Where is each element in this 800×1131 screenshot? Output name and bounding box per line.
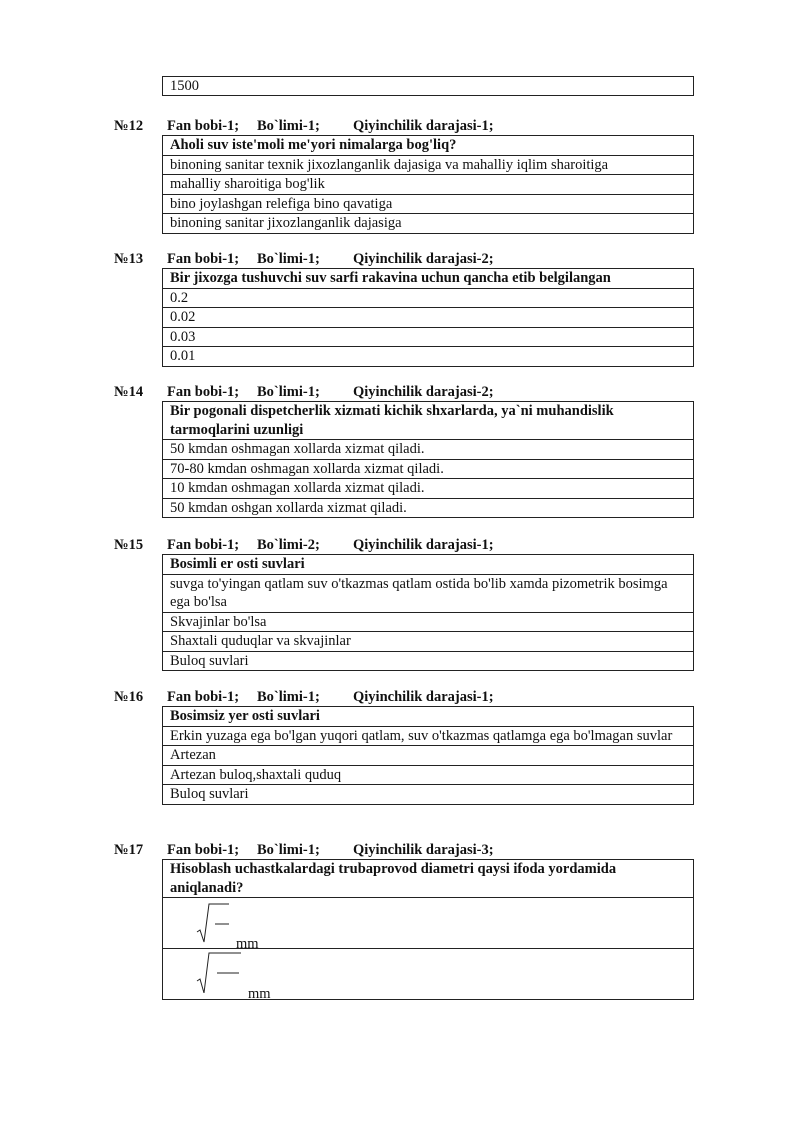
- option-text: 1500: [170, 78, 199, 94]
- question-table: [162, 135, 694, 234]
- question-table: [162, 268, 694, 367]
- question-text: Bosimsiz yer osti suvlari: [163, 707, 694, 727]
- answer-option: 0.01: [163, 347, 694, 367]
- question-number: №16: [114, 689, 144, 705]
- answer-option: 0.02: [163, 308, 694, 328]
- unit-label: mm: [248, 986, 271, 1002]
- question-number: №12: [114, 118, 144, 134]
- qiyinchilik-darajasi: Qiyinchilik darajasi-2;: [353, 251, 494, 267]
- question-16: [114, 688, 694, 805]
- answer-option: mahalliy sharoitiga bog'lik: [163, 175, 694, 195]
- bolimi: Bo`limi-2;: [257, 537, 320, 553]
- bolimi: Bo`limi-1;: [257, 842, 320, 858]
- answer-option: binoning sanitar texnik jixozlanganlik dajasiga va mahalliy iqlim sharoitiga: [163, 155, 694, 175]
- question-12: [114, 117, 694, 234]
- bolimi: Bo`limi-1;: [257, 384, 320, 400]
- fan-bobi: Fan bobi-1;: [167, 384, 240, 400]
- question-table: [162, 859, 694, 1000]
- question-header: [114, 841, 694, 859]
- sqrt-symbol-icon: [195, 951, 243, 993]
- bolimi: Bo`limi-1;: [257, 689, 320, 705]
- answer-option: 50 kmdan oshmagan xollarda xizmat qiladi.: [163, 440, 694, 460]
- bolimi: Bo`limi-1;: [257, 251, 320, 267]
- question-table: [162, 706, 694, 805]
- answer-option: 10 kmdan oshmagan xollarda xizmat qiladi.: [163, 479, 694, 499]
- question-text: Hisoblash uchastkalardagi trubaprovod diametri qaysi ifoda yordamida aniqlanadi?: [163, 860, 694, 898]
- answer-option: Artezan buloq,shaxtali quduq: [163, 765, 694, 785]
- answer-option: bino joylashgan relefiga bino qavatiga: [163, 194, 694, 214]
- previous-answer-option: [162, 76, 694, 96]
- question-number: №17: [114, 842, 144, 858]
- question-number: №14: [114, 384, 144, 400]
- question-header: [114, 688, 694, 706]
- question-text: Bir jixozga tushuvchi suv sarfi rakavina uchun qancha etib belgilangan: [163, 269, 694, 289]
- answer-option: 0.03: [163, 327, 694, 347]
- answer-option: binoning sanitar jixozlanganlik dajasiga: [163, 214, 694, 234]
- fan-bobi: Fan bobi-1;: [167, 689, 240, 705]
- answer-option: Buloq suvlari: [163, 785, 694, 805]
- qiyinchilik-darajasi: Qiyinchilik darajasi-1;: [353, 118, 494, 134]
- question-text: Bosimli er osti suvlari: [163, 555, 694, 575]
- qiyinchilik-darajasi: Qiyinchilik darajasi-2;: [353, 384, 494, 400]
- answer-option: 50 kmdan oshgan xollarda xizmat qiladi.: [163, 498, 694, 518]
- answer-option: Skvajinlar bo'lsa: [163, 612, 694, 632]
- answer-option: 0.2: [163, 288, 694, 308]
- unit-label: mm: [236, 936, 259, 952]
- qiyinchilik-darajasi: Qiyinchilik darajasi-1;: [353, 689, 494, 705]
- answer-option-formula: [163, 949, 694, 1000]
- question-header: [114, 536, 694, 554]
- answer-option: suvga to'yingan qatlam suv o'tkazmas qatlam ostida bo'lib xamda pizometrik bosimga ega bo'lsa: [163, 574, 694, 612]
- qiyinchilik-darajasi: Qiyinchilik darajasi-1;: [353, 537, 494, 553]
- question-header: [114, 250, 694, 268]
- question-14: [114, 383, 694, 518]
- question-text: Aholi suv iste'moli me'yori nimalarga bog'liq?: [163, 136, 694, 156]
- question-13: [114, 250, 694, 367]
- question-table: [162, 554, 694, 671]
- answer-option: Buloq suvlari: [163, 651, 694, 671]
- fan-bobi: Fan bobi-1;: [167, 118, 240, 134]
- fan-bobi: Fan bobi-1;: [167, 537, 240, 553]
- answer-option: Erkin yuzaga ega bo'lgan yuqori qatlam, suv o'tkazmas qatlamga ega bo'lmagan suvlar: [163, 726, 694, 746]
- question-table: [162, 401, 694, 518]
- answer-option: 70-80 kmdan oshmagan xollarda xizmat qiladi.: [163, 459, 694, 479]
- fan-bobi: Fan bobi-1;: [167, 842, 240, 858]
- sqrt-symbol-icon: [195, 902, 235, 944]
- question-number: №13: [114, 251, 144, 267]
- qiyinchilik-darajasi: Qiyinchilik darajasi-3;: [353, 842, 494, 858]
- bolimi: Bo`limi-1;: [257, 118, 320, 134]
- answer-option: Shaxtali quduqlar va skvajinlar: [163, 632, 694, 652]
- answer-option: Artezan: [163, 746, 694, 766]
- question-17: [114, 841, 694, 1000]
- fan-bobi: Fan bobi-1;: [167, 251, 240, 267]
- answer-option-formula: [163, 898, 694, 952]
- question-15: [114, 536, 694, 671]
- question-header: [114, 383, 694, 401]
- question-header: [114, 117, 694, 135]
- question-number: №15: [114, 537, 144, 553]
- question-text: Bir pogonali dispetcherlik xizmati kichik shxarlarda, ya`ni muhandislik tarmoqlarini uzunligi: [163, 402, 694, 440]
